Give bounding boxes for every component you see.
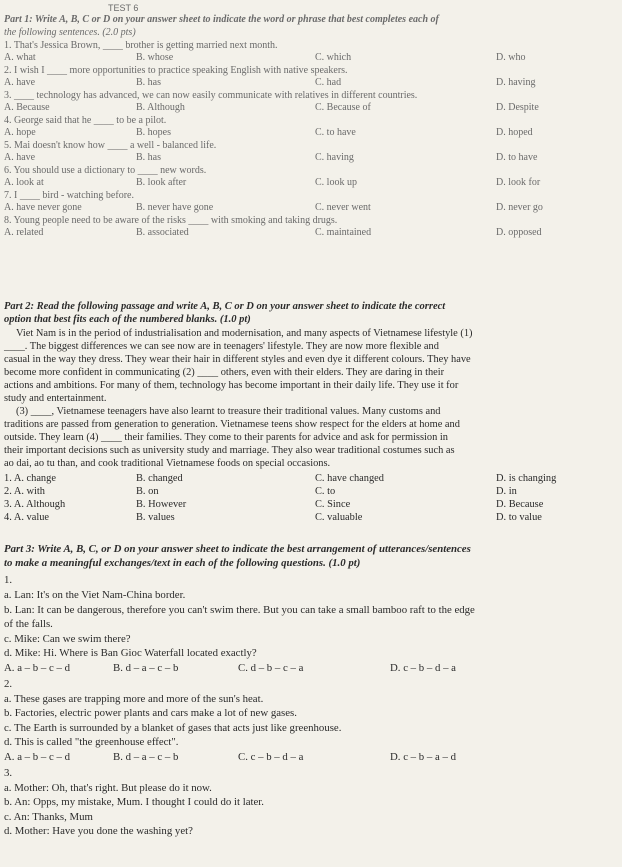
p3-option: A. a – b – c – d [4, 750, 70, 763]
p1-option: C. had [315, 77, 342, 88]
p2-passage-line: ao dai, ao tu than, and cook traditional Vietnamese foods on special occasions. [4, 458, 331, 469]
p1-option: C. which [315, 52, 352, 63]
p1-option: A. have [4, 77, 36, 88]
p1-question-stem: 2. I wish I ____ more opportunities to practice speaking English with native speakers. [4, 65, 348, 76]
p2-passage-line: their important decisions such as university study and marriage. They also wear traditional costumes such as [4, 445, 455, 456]
part3-instruction-cont: to make a meaningful exchanges/text in each of the following questions. (1.0 pt) [4, 557, 361, 569]
p2-option: 4. A. value [4, 512, 50, 523]
p2-passage-line: traditions are passed from generation to generation. Vietnamese teens show respect for the elders at home and [4, 419, 460, 430]
p3-utterance: d. Mother: Have you done the washing yet? [4, 825, 193, 837]
p1-option: A. look at [4, 177, 44, 188]
p2-option: B. values [136, 512, 175, 523]
p3-option: D. c – b – a – d [390, 750, 456, 763]
p2-passage-line: become more confident in communicating (2) ____ others, even with their elders. They are daring in their [4, 367, 445, 378]
p2-option: C. Since [315, 499, 351, 510]
p1-option: A. have never gone [4, 202, 82, 213]
p1-question-stem: 5. Mai doesn't know how ____ a well - balanced life. [4, 140, 217, 151]
p1-option: D. Despite [496, 102, 539, 113]
p1-option: B. Although [136, 102, 185, 113]
p2-passage-line: study and entertainment. [4, 393, 107, 404]
p2-option: 3. A. Although [4, 499, 66, 510]
p1-option: C. never went [315, 202, 371, 213]
p3-option: D. c – b – d – a [390, 661, 456, 674]
part1-instruction: Part 1: Write A, B, C or D on your answer sheet to indicate the word or phrase that best completes each of [4, 14, 439, 25]
p1-option: C. to have [315, 127, 356, 138]
p3-option: B. d – a – c – b [113, 750, 179, 763]
p3-option: C. c – b – d – a [238, 750, 304, 763]
p3-utterance: d. This is called "the greenhouse effect". [4, 736, 179, 748]
part2-instruction: Part 2: Read the following passage and write A, B, C or D on your answer sheet to indicate the correct [4, 301, 446, 312]
p2-option: D. Because [496, 499, 544, 510]
p3-utterance: d. Mike: Hi. Where is Ban Gioc Waterfall located exactly? [4, 647, 257, 659]
p2-passage-line: Viet Nam is in the period of industrialisation and modernisation, and many aspects of Vietnamese lifestyle (1) [16, 328, 473, 339]
p2-option: B. on [136, 486, 159, 497]
p2-option: D. is changing [496, 473, 557, 484]
p1-option: C. look up [315, 177, 357, 188]
p1-option: B. look after [136, 177, 187, 188]
p2-option: B. However [136, 499, 187, 510]
p1-option: A. hope [4, 127, 36, 138]
p3-utterance: a. Mother: Oh, that's right. But please do it now. [4, 781, 212, 794]
p2-option: D. to value [496, 512, 542, 523]
p1-option: C. maintained [315, 227, 372, 238]
p2-passage-line: ____. The biggest differences we can see now are in teenagers' lifestyle. They are now more flexible and [4, 341, 439, 352]
p1-option: D. opposed [496, 227, 542, 238]
p3-option: A. a – b – c – d [4, 661, 70, 674]
p1-option: B. has [136, 152, 161, 163]
p3-question-number: 1. [4, 574, 13, 586]
p2-passage-line: (3) ____, Vietnamese teenagers have also learnt to treasure their traditional values. Many customs and [16, 406, 441, 417]
p1-option: D. never go [496, 202, 543, 213]
part1-instruction-cont: the following sentences. (2.0 pts) [4, 27, 136, 38]
p2-passage-line: casual in the way they dress. They wear their hair in different styles and even dye it different colours. They have [4, 354, 471, 365]
p1-option: D. look for [496, 177, 541, 188]
p3-option: C. d – b – c – a [238, 661, 304, 674]
p1-question-stem: 4. George said that he ____ to be a pilot. [4, 115, 167, 126]
p1-option: A. have [4, 152, 36, 163]
p2-option: C. valuable [315, 512, 363, 523]
p1-option: D. who [496, 52, 526, 63]
p2-option: C. to [315, 486, 336, 497]
p1-option: B. whose [136, 52, 174, 63]
p1-option: A. what [4, 52, 36, 63]
p3-utterance: c. An: Thanks, Mum [4, 810, 93, 823]
p3-utterance: of the falls. [4, 618, 53, 630]
p3-question-number: 2. [4, 677, 13, 690]
p1-option: B. hopes [136, 127, 171, 138]
test-label: TEST 6 [108, 3, 139, 13]
p3-utterance: b. An: Opps, my mistake, Mum. I thought I could do it later. [4, 796, 265, 808]
p2-option: C. have changed [315, 473, 384, 484]
p2-option: 2. A. with [4, 486, 45, 497]
part3-instruction: Part 3: Write A, B, C, or D on your answer sheet to indicate the best arrangement of utterances/sentences [4, 543, 471, 555]
p1-question-stem: 3. ____ technology has advanced, we can now easily communicate with relatives in different countries. [4, 90, 418, 101]
p1-question-stem: 6. You should use a dictionary to ____ new words. [4, 165, 207, 176]
p2-passage-line: outside. They learn (4) ____ their families. They come to their parents for advice and ask for permission in [4, 432, 448, 443]
p3-utterance: a. These gases are trapping more and more of the sun's heat. [4, 692, 264, 705]
p3-question-number: 3. [4, 766, 13, 779]
p1-option: C. having [315, 152, 354, 163]
part2-instruction-cont: option that best fits each of the numbered blanks. (1.0 pt) [4, 314, 251, 325]
p3-utterance: a. Lan: It's on the Viet Nam-China border. [4, 589, 186, 601]
p2-option: B. changed [136, 473, 183, 484]
p1-question-stem: 8. Young people need to be aware of the risks ____ with smoking and taking drugs. [4, 215, 338, 226]
p1-option: D. hoped [496, 127, 533, 138]
p1-question-stem: 7. I ____ bird - watching before. [4, 190, 134, 201]
p3-utterance: c. The Earth is surrounded by a blanket of gases that acts just like greenhouse. [4, 721, 342, 734]
p3-utterance: b. Lan: It can be dangerous, therefore you can't swim there. But you can take a small bamboo raft to the edge [4, 603, 475, 616]
p1-option: D. having [496, 77, 536, 88]
p1-option: D. to have [496, 152, 538, 163]
p1-option: C. Because of [315, 102, 371, 113]
p1-option: A. Because [4, 102, 50, 113]
p2-option: D. in [496, 486, 517, 497]
p1-question-stem: 1. That's Jessica Brown, ____ brother is getting married next month. [4, 40, 278, 51]
p2-passage-line: actions and ambitions. For many of them, technology has become important in their daily life. They use it for [4, 380, 459, 391]
p1-option: A. related [4, 227, 44, 238]
p1-option: B. has [136, 77, 161, 88]
p2-option: 1. A. change [4, 473, 56, 484]
p3-option: B. d – a – c – b [113, 661, 179, 674]
p3-utterance: b. Factories, electric power plants and cars make a lot of new gases. [4, 707, 297, 719]
p3-utterance: c. Mike: Can we swim there? [4, 632, 131, 645]
p1-option: B. never have gone [136, 202, 214, 213]
p1-option: B. associated [136, 227, 189, 238]
